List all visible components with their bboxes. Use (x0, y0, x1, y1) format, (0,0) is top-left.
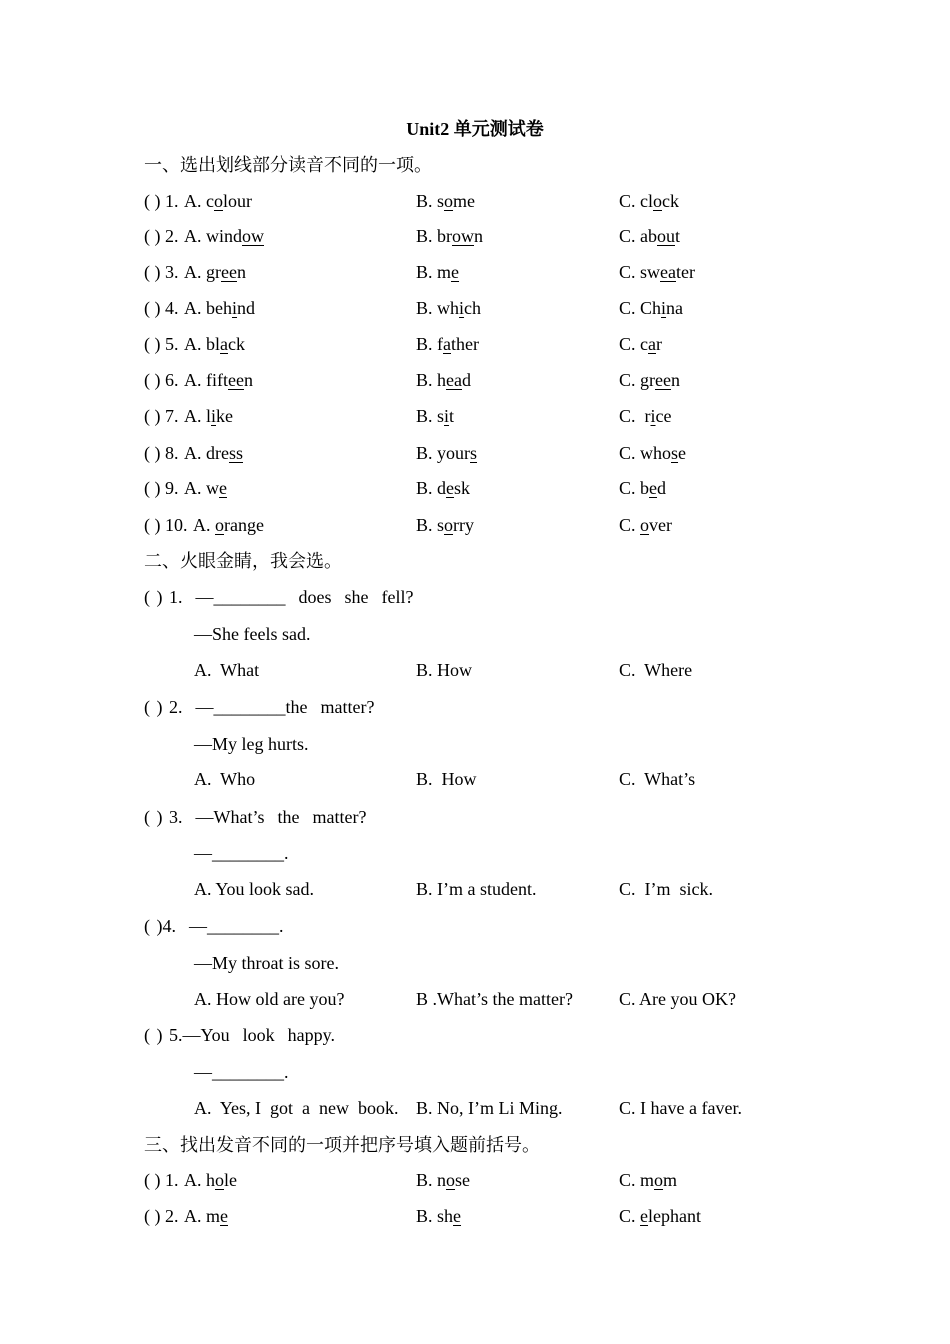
q2-4-stem-line (0, 913, 950, 939)
q2-3-stem: ( ) 3. —What’s the matter? (144, 807, 367, 827)
underlined-letters: ow (242, 226, 264, 246)
question-number: ( ) 2. (144, 226, 179, 246)
underlined-letters: o (640, 515, 650, 535)
option-c: C. Where (619, 660, 693, 680)
option-c: C. about (619, 226, 681, 246)
option-a: A. dress (184, 443, 243, 463)
option-b: B. some (416, 191, 476, 211)
underlined-letters: o (215, 1170, 224, 1190)
option-a: A. colour (184, 191, 252, 211)
option-a: A. like (184, 406, 234, 426)
q2-1-stem-line (0, 584, 950, 610)
option-b: B. sorry (416, 515, 475, 535)
option-c: C. over (619, 515, 672, 535)
q2-1-options (0, 657, 950, 683)
question-number: ( ) 8. (144, 443, 179, 463)
underlined-letters: i (459, 298, 465, 318)
question-number: ( ) 3. (144, 262, 179, 282)
q2-4-options (0, 986, 950, 1012)
option-a: A. window (184, 226, 264, 246)
underlined-letters: i (444, 406, 450, 426)
s1-row (0, 188, 950, 214)
option-b: B. No, I’m Li Ming. (416, 1098, 563, 1118)
question-number: ( ) 9. (144, 478, 179, 498)
underlined-letters: ea (660, 262, 676, 282)
underlined-letters: ss (228, 443, 243, 463)
q2-1-reply: —She feels sad. (194, 624, 311, 644)
option-c: C. clock (619, 191, 679, 211)
option-a: A. green (184, 262, 246, 282)
s1-row (0, 403, 950, 429)
option-c: C. rice (619, 406, 672, 426)
underlined-letters: o (215, 515, 224, 535)
s3-row (0, 1203, 950, 1229)
underlined-letters: e (219, 478, 227, 498)
q2-5-reply-line (0, 1059, 950, 1085)
option-a: A. black (184, 334, 245, 354)
option-a: A. me (184, 1206, 228, 1226)
option-a: A. hole (184, 1170, 237, 1190)
underlined-letters: e (453, 1206, 462, 1226)
option-b: B .What’s the matter? (416, 989, 573, 1009)
underlined-letters: i (661, 298, 667, 318)
s1-row (0, 331, 950, 357)
q2-5-options (0, 1095, 950, 1121)
underlined-letters: e (640, 1206, 649, 1226)
q2-3-reply: —________. (194, 843, 289, 863)
option-a: A. How old are you? (194, 989, 345, 1009)
underlined-letters: ou (657, 226, 675, 246)
section-3-heading: 三、找出发音不同的一项并把序号填入题前括号。 (144, 1135, 540, 1155)
page-title: Unit2 单元测试卷 (406, 119, 544, 139)
underlined-letters: ee (221, 262, 237, 282)
question-number: ( ) 10. (144, 515, 188, 535)
option-b: B. nose (416, 1170, 471, 1190)
q2-4-stem: ( )4. —________. (144, 916, 284, 936)
s1-row (0, 512, 950, 538)
option-b: B. desk (416, 478, 471, 498)
underlined-letters: ow (452, 226, 474, 246)
option-b: B. which (416, 298, 482, 318)
q2-3-stem-line (0, 804, 950, 830)
question-number: ( ) 7. (144, 406, 179, 426)
option-b: B. sit (416, 406, 455, 426)
underlined-letters: o (653, 191, 662, 211)
q2-3-reply-line (0, 840, 950, 866)
s3-row (0, 1167, 950, 1193)
question-number: ( ) 4. (144, 298, 179, 318)
underlined-letters: a (220, 334, 228, 354)
underlined-letters: s (470, 443, 478, 463)
q2-1-stem: ( ) 1. —________ does she fell? (144, 587, 414, 607)
underlined-letters: o (444, 191, 454, 211)
underlined-letters: i (211, 406, 217, 426)
s1-row (0, 223, 950, 249)
q2-5-stem-line (0, 1022, 950, 1048)
question-number: ( ) 5. (144, 334, 179, 354)
underlined-letters: s (671, 443, 679, 463)
question-number: ( ) 1. (144, 191, 179, 211)
option-c: C. whose (619, 443, 687, 463)
section-2-heading: 二、火眼金睛，我会选。 (144, 551, 342, 571)
section-3-heading-line (0, 1132, 950, 1158)
q2-2-stem-line (0, 694, 950, 720)
section-2-heading-line (0, 548, 950, 574)
question-number: ( ) 2. (144, 1206, 179, 1226)
option-b: B. brown (416, 226, 483, 246)
option-b: B. father (416, 334, 479, 354)
option-c: C. car (619, 334, 662, 354)
option-a: A. What (194, 660, 260, 680)
option-c: C. I’m sick. (619, 879, 713, 899)
option-c: C. China (619, 298, 684, 318)
q2-4-reply-line (0, 950, 950, 976)
underlined-letters: o (444, 515, 454, 535)
option-a: A. Who (194, 769, 256, 789)
underlined-letters: ee (228, 370, 244, 390)
underlined-letters: a (648, 334, 656, 354)
option-c: C. bed (619, 478, 667, 498)
q2-1-reply-line (0, 621, 950, 647)
option-a: A. Yes, I got a new book. (194, 1098, 399, 1118)
q2-4-reply: —My throat is sore. (194, 953, 339, 973)
q2-3-options (0, 876, 950, 902)
option-c: C. sweater (619, 262, 695, 282)
option-a: A. You look sad. (194, 879, 315, 899)
question-number: ( ) 6. (144, 370, 179, 390)
underlined-letters: i (232, 298, 238, 318)
s1-row (0, 367, 950, 393)
underlined-letters: o (214, 191, 223, 211)
option-c: C. mom (619, 1170, 678, 1190)
option-c: C. Are you OK? (619, 989, 736, 1009)
question-number: ( ) 1. (144, 1170, 179, 1190)
q2-2-reply-line (0, 731, 950, 757)
underlined-letters: e (649, 478, 658, 498)
option-b: B. How (416, 660, 473, 680)
q2-5-stem: ( ) 5.—You look happy. (144, 1025, 336, 1045)
q2-2-stem: ( ) 2. —________the matter? (144, 697, 375, 717)
q2-5-reply: —________. (194, 1062, 289, 1082)
underlined-letters: i (650, 406, 656, 426)
option-c: C. I have a faver. (619, 1098, 742, 1118)
s1-row (0, 440, 950, 466)
underlined-letters: a (443, 334, 451, 354)
option-a: A. fifteen (184, 370, 253, 390)
option-c: C. green (619, 370, 680, 390)
section-1-heading: 一、选出划线部分读音不同的一项。 (144, 155, 432, 175)
option-a: A. behind (184, 298, 256, 318)
underlined-letters: e (446, 478, 455, 498)
underlined-letters: ee (655, 370, 671, 390)
option-c: C. What’s (619, 769, 696, 789)
underlined-letters: e (220, 1206, 228, 1226)
underlined-letters: o (446, 1170, 456, 1190)
option-b: B. she (416, 1206, 462, 1226)
option-c: C. elephant (619, 1206, 701, 1226)
underlined-letters: e (451, 262, 460, 282)
option-a: A. orange (193, 515, 264, 535)
option-b: B. I’m a student. (416, 879, 537, 899)
option-b: B. me (416, 262, 460, 282)
underlined-letters: o (654, 1170, 664, 1190)
q2-2-options (0, 766, 950, 792)
s1-row (0, 259, 950, 285)
option-b: B. head (416, 370, 471, 390)
section-1-heading-line (0, 152, 950, 178)
s1-row (0, 475, 950, 501)
q2-2-reply: —My leg hurts. (194, 734, 309, 754)
option-b: B. yours (416, 443, 478, 463)
option-b: B. How (416, 769, 477, 789)
underlined-letters: ea (446, 370, 462, 390)
s1-row (0, 295, 950, 321)
option-a: A. we (184, 478, 227, 498)
